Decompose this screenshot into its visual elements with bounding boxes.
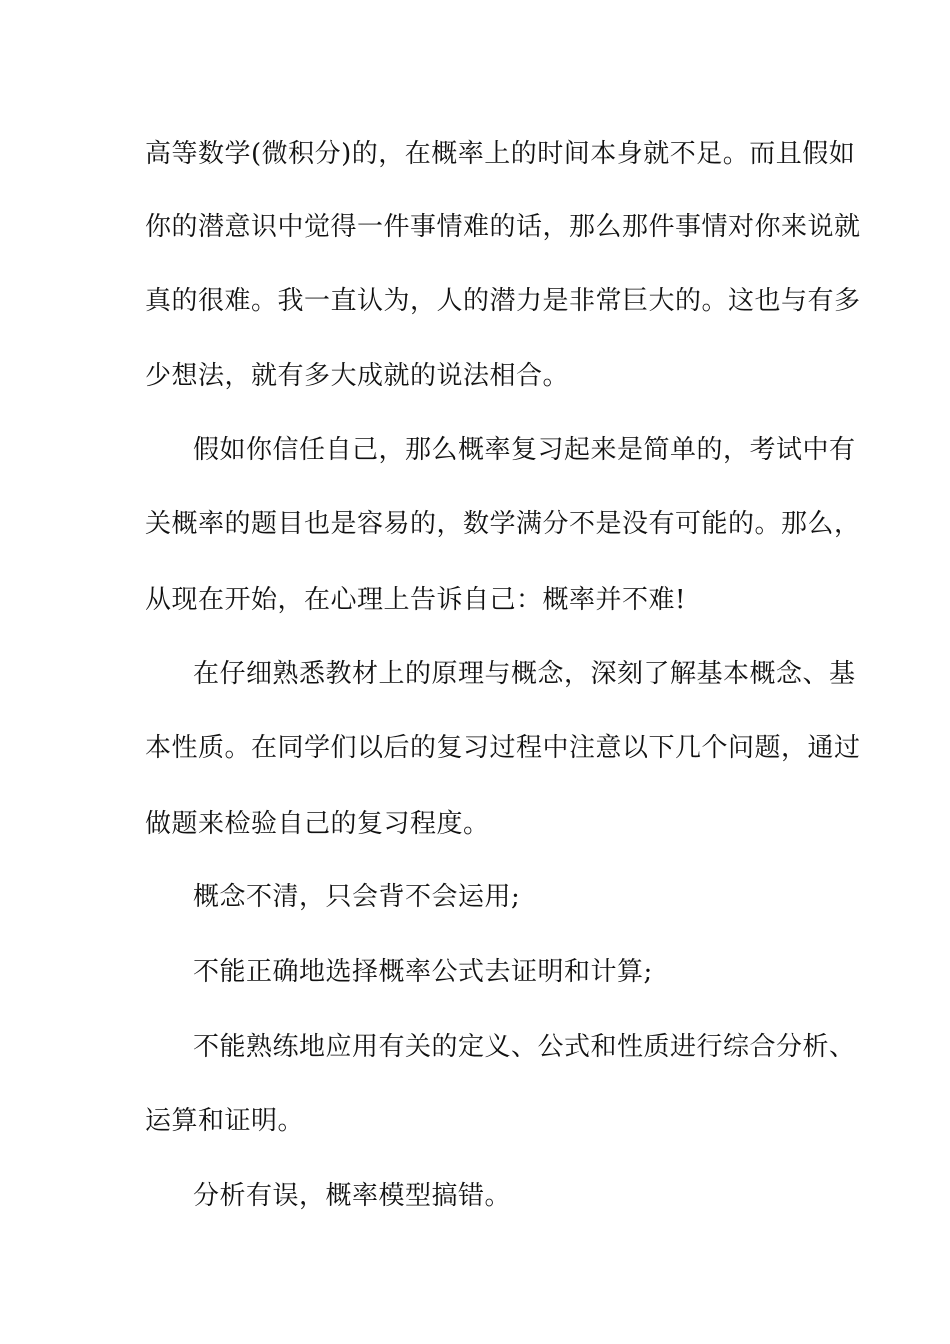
paragraph-start-line: 在仔细熟悉教材上的原理与概念，深刻了解基本概念、基: [193, 659, 856, 689]
text-line: 从现在开始，在心理上告诉自己：概率并不难!: [145, 585, 686, 615]
text-line: 真的很难。我一直认为，人的潜力是非常巨大的。这也与有多: [145, 286, 861, 316]
list-item-line: 分析有误，概率模型搞错。: [193, 1181, 512, 1211]
text-line: 关概率的题目也是容易的，数学满分不是没有可能的。那么，: [145, 509, 861, 539]
text-line: 你的潜意识中觉得一件事情难的话，那么那件事情对你来说就: [145, 212, 861, 242]
list-item-line: 概念不清，只会背不会运用;: [193, 882, 521, 912]
text-line: 运算和证明。: [145, 1106, 305, 1136]
text-line: 做题来检验自己的复习程度。: [145, 809, 490, 839]
text-line: 高等数学(微积分)的，在概率上的时间本身就不足。而且假如: [145, 139, 856, 169]
paragraph-start-line: 假如你信任自己，那么概率复习起来是简单的，考试中有: [193, 435, 856, 465]
text-line: 本性质。在同学们以后的复习过程中注意以下几个问题，通过: [145, 733, 861, 763]
list-item-line: 不能熟练地应用有关的定义、公式和性质进行综合分析、: [193, 1032, 856, 1062]
text-line: 少想法，就有多大成就的说法相合。: [145, 361, 570, 391]
list-item-line: 不能正确地选择概率公式去证明和计算;: [193, 957, 653, 987]
